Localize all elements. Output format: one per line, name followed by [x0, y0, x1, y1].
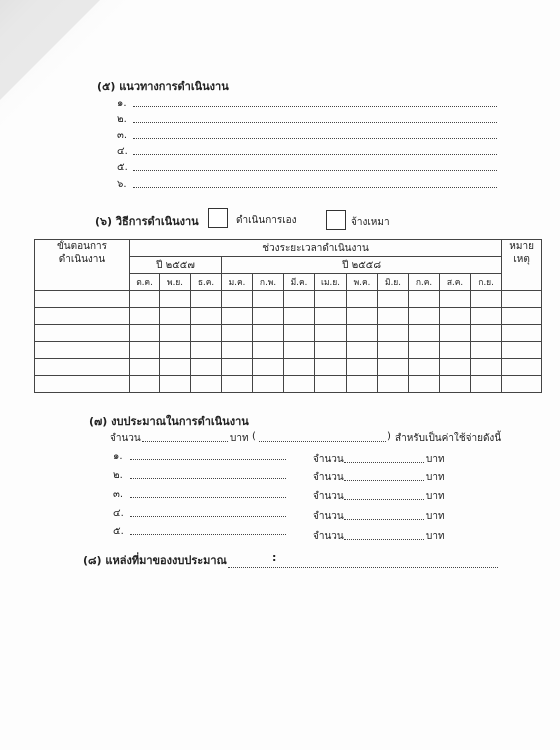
month-cell[interactable] [347, 291, 378, 308]
section8-colon: : [272, 551, 277, 564]
year-header: ปี ๒๕๕๗ [130, 257, 222, 274]
month-cell[interactable] [130, 291, 160, 308]
budget-baht-label: บาท [426, 454, 445, 465]
remark-header-line: เหตุ [513, 254, 530, 265]
month-header: ก.ย. [471, 274, 502, 291]
month-cell[interactable] [378, 376, 409, 393]
month-cell[interactable] [253, 325, 284, 342]
month-cell[interactable] [347, 342, 378, 359]
budget-item-field[interactable] [130, 459, 286, 460]
month-cell[interactable] [222, 342, 253, 359]
budget-amount-label: จำนวน [313, 511, 344, 522]
month-cell[interactable] [222, 376, 253, 393]
month-cell[interactable] [130, 325, 160, 342]
month-header: มี.ค. [284, 274, 315, 291]
paren-open: ( [252, 431, 256, 442]
month-cell[interactable] [191, 342, 222, 359]
section5-item-line[interactable] [133, 170, 497, 171]
month-cell[interactable] [222, 291, 253, 308]
month-cell[interactable] [191, 291, 222, 308]
steps-header [35, 240, 130, 291]
remark-header [502, 240, 542, 291]
month-cell[interactable] [378, 342, 409, 359]
month-cell[interactable] [160, 359, 191, 376]
month-header: พ.ค. [347, 274, 378, 291]
baht-label: บาท [230, 433, 249, 444]
budget-baht-label: บาท [426, 491, 445, 502]
budget-item-field[interactable] [130, 534, 286, 535]
section5-title: (๕) แนวทางการดำเนินงาน [97, 80, 229, 93]
month-cell[interactable] [191, 376, 222, 393]
month-cell[interactable] [130, 342, 160, 359]
month-cell[interactable] [284, 325, 315, 342]
step-cell[interactable] [35, 359, 130, 376]
schedule-row [35, 342, 542, 359]
month-cell[interactable] [471, 359, 502, 376]
month-cell[interactable] [409, 342, 440, 359]
budget-amount-label: จำนวน [313, 531, 344, 542]
month-cell[interactable] [253, 291, 284, 308]
month-cell[interactable] [130, 308, 160, 325]
schedule-row [35, 325, 542, 342]
month-cell[interactable] [347, 359, 378, 376]
month-cell[interactable] [315, 359, 347, 376]
month-cell[interactable] [253, 342, 284, 359]
month-cell[interactable] [440, 342, 471, 359]
month-cell[interactable] [284, 376, 315, 393]
month-header: พ.ย. [160, 274, 191, 291]
month-cell[interactable] [130, 359, 160, 376]
month-cell[interactable] [409, 308, 440, 325]
month-cell[interactable] [471, 308, 502, 325]
section6-title: (๖) วิธีการดำเนินงาน [95, 215, 199, 228]
budget-item-number: ๔. [113, 508, 124, 519]
section8-title: (๘) แหล่งที่มาของงบประมาณ [83, 554, 227, 567]
month-header: ก.ค. [409, 274, 440, 291]
budget-amount-field[interactable] [344, 462, 424, 463]
self-operate-label: ดำเนินการเอง [236, 215, 297, 226]
month-header: เม.ย. [315, 274, 347, 291]
month-cell[interactable] [471, 291, 502, 308]
contract-hire-checkbox[interactable] [326, 210, 346, 230]
section5-item-number: ๑. [117, 98, 127, 109]
month-cell[interactable] [409, 291, 440, 308]
section5-item-number: ๔. [117, 146, 128, 157]
month-cell[interactable] [315, 325, 347, 342]
remark-cell[interactable] [502, 359, 542, 376]
month-cell[interactable] [409, 359, 440, 376]
month-cell[interactable] [222, 325, 253, 342]
month-cell[interactable] [191, 325, 222, 342]
self-operate-checkbox[interactable] [208, 208, 228, 228]
schedule-body [35, 291, 542, 393]
page-fold [0, 0, 100, 100]
budget-item-field[interactable] [130, 478, 286, 479]
remark-cell[interactable] [502, 342, 542, 359]
steps-header-line: ดำเนินงาน [58, 254, 106, 265]
remark-cell[interactable] [502, 325, 542, 342]
budget-baht-label: บาท [426, 511, 445, 522]
month-cell[interactable] [378, 308, 409, 325]
month-header: ก.พ. [253, 274, 284, 291]
month-cell[interactable] [440, 325, 471, 342]
budget-amount-label: จำนวน [313, 472, 344, 483]
amount-label: จำนวน [110, 433, 141, 444]
month-cell[interactable] [440, 291, 471, 308]
month-cell[interactable] [347, 376, 378, 393]
period-header: ช่วงระยะเวลาดำเนินงาน [130, 240, 502, 257]
year-header: ปี ๒๕๕๘ [222, 257, 502, 274]
month-cell[interactable] [471, 325, 502, 342]
budget-item-number: ๒. [113, 470, 123, 481]
budget-amount-field[interactable] [344, 539, 424, 540]
month-cell[interactable] [440, 376, 471, 393]
budget-amount-field[interactable] [344, 499, 424, 500]
month-cell[interactable] [284, 342, 315, 359]
month-cell[interactable] [409, 325, 440, 342]
month-cell[interactable] [378, 325, 409, 342]
month-cell[interactable] [284, 359, 315, 376]
step-cell[interactable] [35, 325, 130, 342]
month-cell[interactable] [347, 325, 378, 342]
budget-baht-label: บาท [426, 531, 445, 542]
budget-item-field[interactable] [130, 516, 286, 517]
schedule-row [35, 291, 542, 308]
steps-header-line: ขั้นตอนการ [56, 241, 108, 252]
remark-cell[interactable] [502, 291, 542, 308]
remark-cell[interactable] [502, 308, 542, 325]
month-cell[interactable] [440, 308, 471, 325]
month-cell[interactable] [191, 359, 222, 376]
month-cell[interactable] [253, 308, 284, 325]
month-cell[interactable] [191, 308, 222, 325]
month-header: มิ.ย. [378, 274, 409, 291]
month-cell[interactable] [315, 291, 347, 308]
month-cell[interactable] [284, 308, 315, 325]
month-cell[interactable] [160, 291, 191, 308]
budget-amount-label: จำนวน [313, 454, 344, 465]
month-cell[interactable] [440, 359, 471, 376]
paren-close: ) [387, 431, 391, 442]
month-header: ม.ค. [222, 274, 253, 291]
budget-amount-label: จำนวน [313, 491, 344, 502]
month-cell[interactable] [471, 342, 502, 359]
month-cell[interactable] [222, 308, 253, 325]
step-cell[interactable] [35, 342, 130, 359]
schedule-row [35, 376, 542, 393]
month-header: ต.ค. [130, 274, 160, 291]
budget-item-number: ๓. [113, 489, 124, 500]
expense-label: สำหรับเป็นค่าใช้จ่ายดังนี้ [395, 433, 502, 444]
month-cell[interactable] [378, 359, 409, 376]
month-header: ส.ค. [440, 274, 471, 291]
contract-hire-label: จ้างเหมา [351, 217, 390, 228]
month-cell[interactable] [160, 308, 191, 325]
budget-amount-field[interactable] [344, 519, 424, 520]
month-cell[interactable] [253, 376, 284, 393]
remark-cell[interactable] [502, 376, 542, 393]
month-cell[interactable] [284, 291, 315, 308]
month-cell[interactable] [378, 291, 409, 308]
month-header: ธ.ค. [191, 274, 222, 291]
month-cell[interactable] [315, 308, 347, 325]
amount-words-field[interactable] [259, 441, 386, 442]
amount-field[interactable] [142, 441, 228, 442]
budget-source-field[interactable] [228, 567, 498, 568]
section7-title: (๗) งบประมาณในการดำเนินงาน [89, 415, 249, 428]
section5-item-line[interactable] [133, 138, 497, 139]
month-cell[interactable] [315, 376, 347, 393]
section5-item-line[interactable] [133, 106, 497, 107]
budget-baht-label: บาท [426, 472, 445, 483]
month-cell[interactable] [160, 325, 191, 342]
schedule-row [35, 359, 542, 376]
section5-item-number: ๕. [117, 162, 128, 173]
budget-item-number: ๕. [113, 526, 124, 537]
month-cell[interactable] [253, 359, 284, 376]
month-cell[interactable] [160, 342, 191, 359]
budget-item-number: ๑. [113, 451, 123, 462]
budget-item-field[interactable] [130, 497, 286, 498]
month-cell[interactable] [409, 376, 440, 393]
month-cell[interactable] [347, 308, 378, 325]
month-cell[interactable] [130, 376, 160, 393]
remark-header-line: หมาย [509, 241, 534, 252]
section5-item-number: ๖. [117, 179, 127, 190]
schedule-row [35, 308, 542, 325]
month-cell[interactable] [222, 359, 253, 376]
schedule-table [34, 239, 542, 393]
step-cell[interactable] [35, 291, 130, 308]
section5-item-number: ๓. [117, 130, 128, 141]
section5-item-line[interactable] [133, 187, 497, 188]
step-cell[interactable] [35, 308, 130, 325]
budget-amount-field[interactable] [344, 480, 424, 481]
section5-item-line[interactable] [133, 122, 497, 123]
step-cell[interactable] [35, 376, 130, 393]
section5-item-line[interactable] [133, 154, 497, 155]
section5-item-number: ๒. [117, 114, 127, 125]
month-cell[interactable] [315, 342, 347, 359]
month-cell[interactable] [471, 376, 502, 393]
month-cell[interactable] [160, 376, 191, 393]
